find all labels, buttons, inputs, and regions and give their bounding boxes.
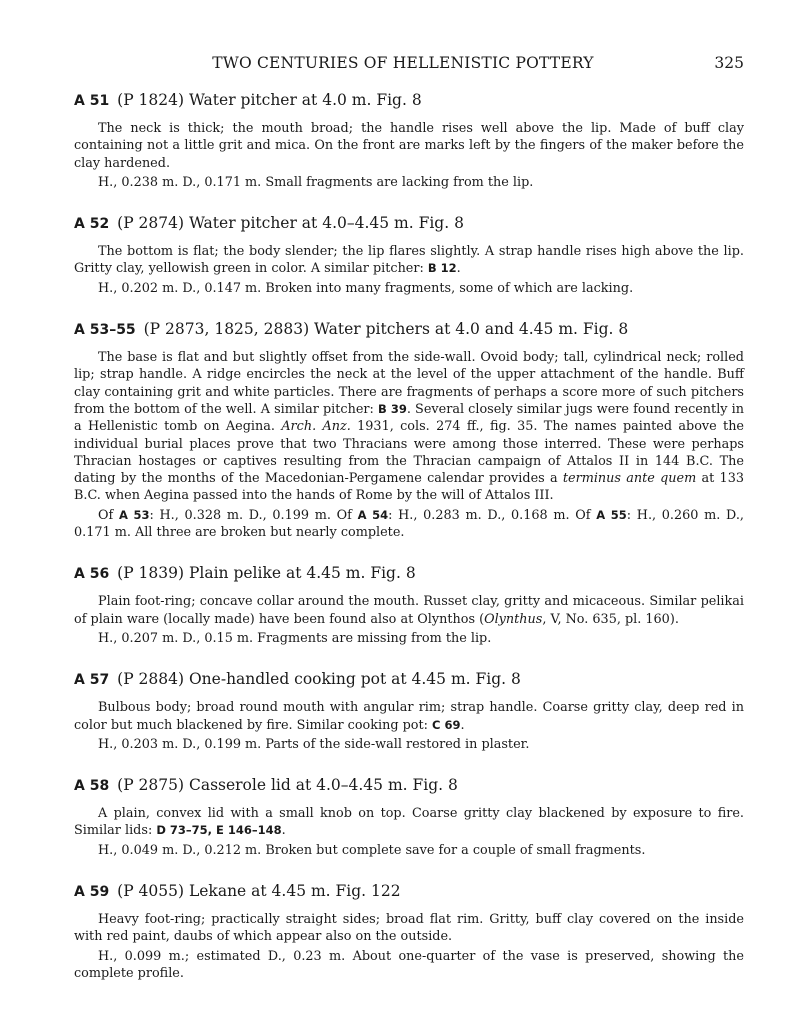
entry-measurements: H., 0.099 m.; estimated D., 0.23 m. About one-quarter of the vase is preserved, showing the complete profile. xyxy=(74,948,744,981)
entry-description xyxy=(74,805,744,840)
measurement-text: : H., 0.283 m. D., 0.168 m. Of xyxy=(388,507,597,523)
catalogue-entry-a51 xyxy=(74,90,744,191)
entry-description xyxy=(74,349,744,505)
entry-title: (P 2875) Casserole lid at 4.0–4.45 m. Fig. 8 xyxy=(117,776,458,795)
entry-heading xyxy=(74,669,744,690)
entry-title: (P 2873, 1825, 2883) Water pitchers at 4.0 and 4.45 m. Fig. 8 xyxy=(143,320,629,339)
entry-title: (P 4055) Lekane at 4.45 m. Fig. 122 xyxy=(117,882,401,901)
catalogue-entry-a58 xyxy=(74,775,744,859)
entry-description xyxy=(74,593,744,628)
cross-reference: A 53 xyxy=(118,507,150,522)
description-text: . xyxy=(456,261,461,277)
entry-heading xyxy=(74,213,744,234)
entry-title: (P 2884) One-handled cooking pot at 4.45 m. Fig. 8 xyxy=(117,670,521,689)
description-text: A plain, convex lid with a small knob on top. Coarse gritty clay blackened by exposure to fire. Similar lids: xyxy=(74,806,744,839)
entry-measurements: H., 0.207 m. D., 0.15 m. Fragments are missing from the lip. xyxy=(98,630,492,646)
measurement-text: Of xyxy=(98,507,119,523)
description-text: . Several closely similar jugs were found recently in a Hellenistic tomb on Aegina. xyxy=(74,401,744,435)
cross-reference: B 12 xyxy=(427,261,457,276)
catalogue-entry-a56 xyxy=(74,563,744,647)
catalogue-number: A 59 xyxy=(74,884,110,901)
description-text: . xyxy=(460,717,465,733)
description-text: The base is flat and but slightly offset from the side-wall. Ovoid body; tall, cylindrical neck; rolled lip; strap handle. A ridge encircles the neck at the level of the upper attachment of the handle. Buff clay containing grit and white particles. There are fragments of perhaps a score more of such pitchers from the bottom of the well. A similar pitcher: xyxy=(74,350,744,417)
publication-citation: Olynthus xyxy=(484,611,543,627)
measurement-text: : H., 0.260 m. D., 0.171 m. All three are broken but nearly complete. xyxy=(74,507,744,541)
entry-heading xyxy=(74,319,744,340)
entry-description: Heavy foot-ring; practically straight sides; broad flat rim. Gritty, buff clay covered on the inside with red paint, daubs of which appear also on the outside. xyxy=(74,912,744,945)
entry-title: (P 2874) Water pitcher at 4.0–4.45 m. Fig. 8 xyxy=(117,214,464,233)
running-title: TWO CENTURIES OF HELLENISTIC POTTERY xyxy=(212,54,594,72)
catalogue-number: A 51 xyxy=(74,93,110,109)
cross-reference: C 69 xyxy=(432,717,461,732)
description-text: Plain foot-ring; concave collar around the mouth. Russet clay, gritty and micaceous. Similar pelikai of plain ware (locally made) have been found also at Olynthos ( xyxy=(74,594,744,627)
cross-reference: A 55 xyxy=(596,507,627,522)
measurement-text: : H., 0.328 m. D., 0.199 m. Of xyxy=(149,507,358,523)
entry-title: (P 1824) Water pitcher at 4.0 m. Fig. 8 xyxy=(117,91,422,109)
page-header xyxy=(0,52,806,76)
catalogue-number: A 57 xyxy=(74,672,110,689)
entry-heading xyxy=(74,563,744,584)
entry-measurements: H., 0.238 m. D., 0.171 m. Small fragments are lacking from the lip. xyxy=(98,174,534,190)
catalogue-number: A 53–55 xyxy=(74,322,136,339)
entry-heading xyxy=(74,775,744,796)
description-text: , V, No. 635, pl. 160). xyxy=(542,611,679,627)
entry-description xyxy=(74,243,744,278)
description-text: at 133 B.C. when Aegina passed into the hands of Rome by the will of Attalos III. xyxy=(74,471,744,504)
catalogue-number: A 56 xyxy=(74,566,110,583)
catalogue-number: A 58 xyxy=(74,778,110,795)
entry-heading xyxy=(74,90,744,111)
journal-citation: Arch. Anz. xyxy=(281,419,351,435)
description-text: The bottom is flat; the body slender; the lip flares slightly. A strap handle rises high above the lip. Gritty clay, yellowish green in color. A similar pitcher: xyxy=(74,244,744,277)
catalogue-entries xyxy=(74,90,744,1004)
catalogue-entry-a59 xyxy=(74,881,744,982)
latin-term: terminus ante quem xyxy=(562,471,697,487)
page-number: 325 xyxy=(714,54,744,72)
catalogue-entry-a52 xyxy=(74,213,744,297)
description-text: Bulbous body; broad round mouth with angular rim; strap handle. Coarse gritty clay, deep red in color but much blackened by fire. Similar cooking pot: xyxy=(74,700,744,733)
entry-measurements: H., 0.049 m. D., 0.212 m. Broken but complete save for a couple of small fragments. xyxy=(98,842,646,858)
entry-measurements xyxy=(74,507,744,542)
catalogue-entry-a57 xyxy=(74,669,744,753)
entry-measurements: H., 0.203 m. D., 0.199 m. Parts of the side-wall restored in plaster. xyxy=(98,736,530,752)
cross-reference: D 73–75, E 146–148 xyxy=(156,823,282,838)
entry-measurements: H., 0.202 m. D., 0.147 m. Broken into many fragments, some of which are lacking. xyxy=(98,280,634,296)
entry-description xyxy=(74,699,744,734)
entry-description: The neck is thick; the mouth broad; the handle rises well above the lip. Made of buff clay containing not a little grit and mica. On the front are marks left by the fingers of the maker before the clay hardened. xyxy=(74,121,744,171)
cross-reference: B 39 xyxy=(377,401,407,416)
entry-heading xyxy=(74,881,744,902)
cross-reference: A 54 xyxy=(357,507,389,522)
entry-title: (P 1839) Plain pelike at 4.45 m. Fig. 8 xyxy=(117,564,416,583)
description-text: 1931, cols. 274 ff., fig. 35. The names painted above the individual burial places prove that two Thracians were among those interred. These were perhaps Thracian hostages or captives resulting from the Thracian campaign of Attalos II in 144 B.C. The dating by the months of the Macedonian-Pergamene calendar provides a xyxy=(74,419,745,487)
catalogue-number: A 52 xyxy=(74,216,110,233)
catalogue-entry-a53-55 xyxy=(74,319,744,541)
description-text: . xyxy=(281,823,286,839)
